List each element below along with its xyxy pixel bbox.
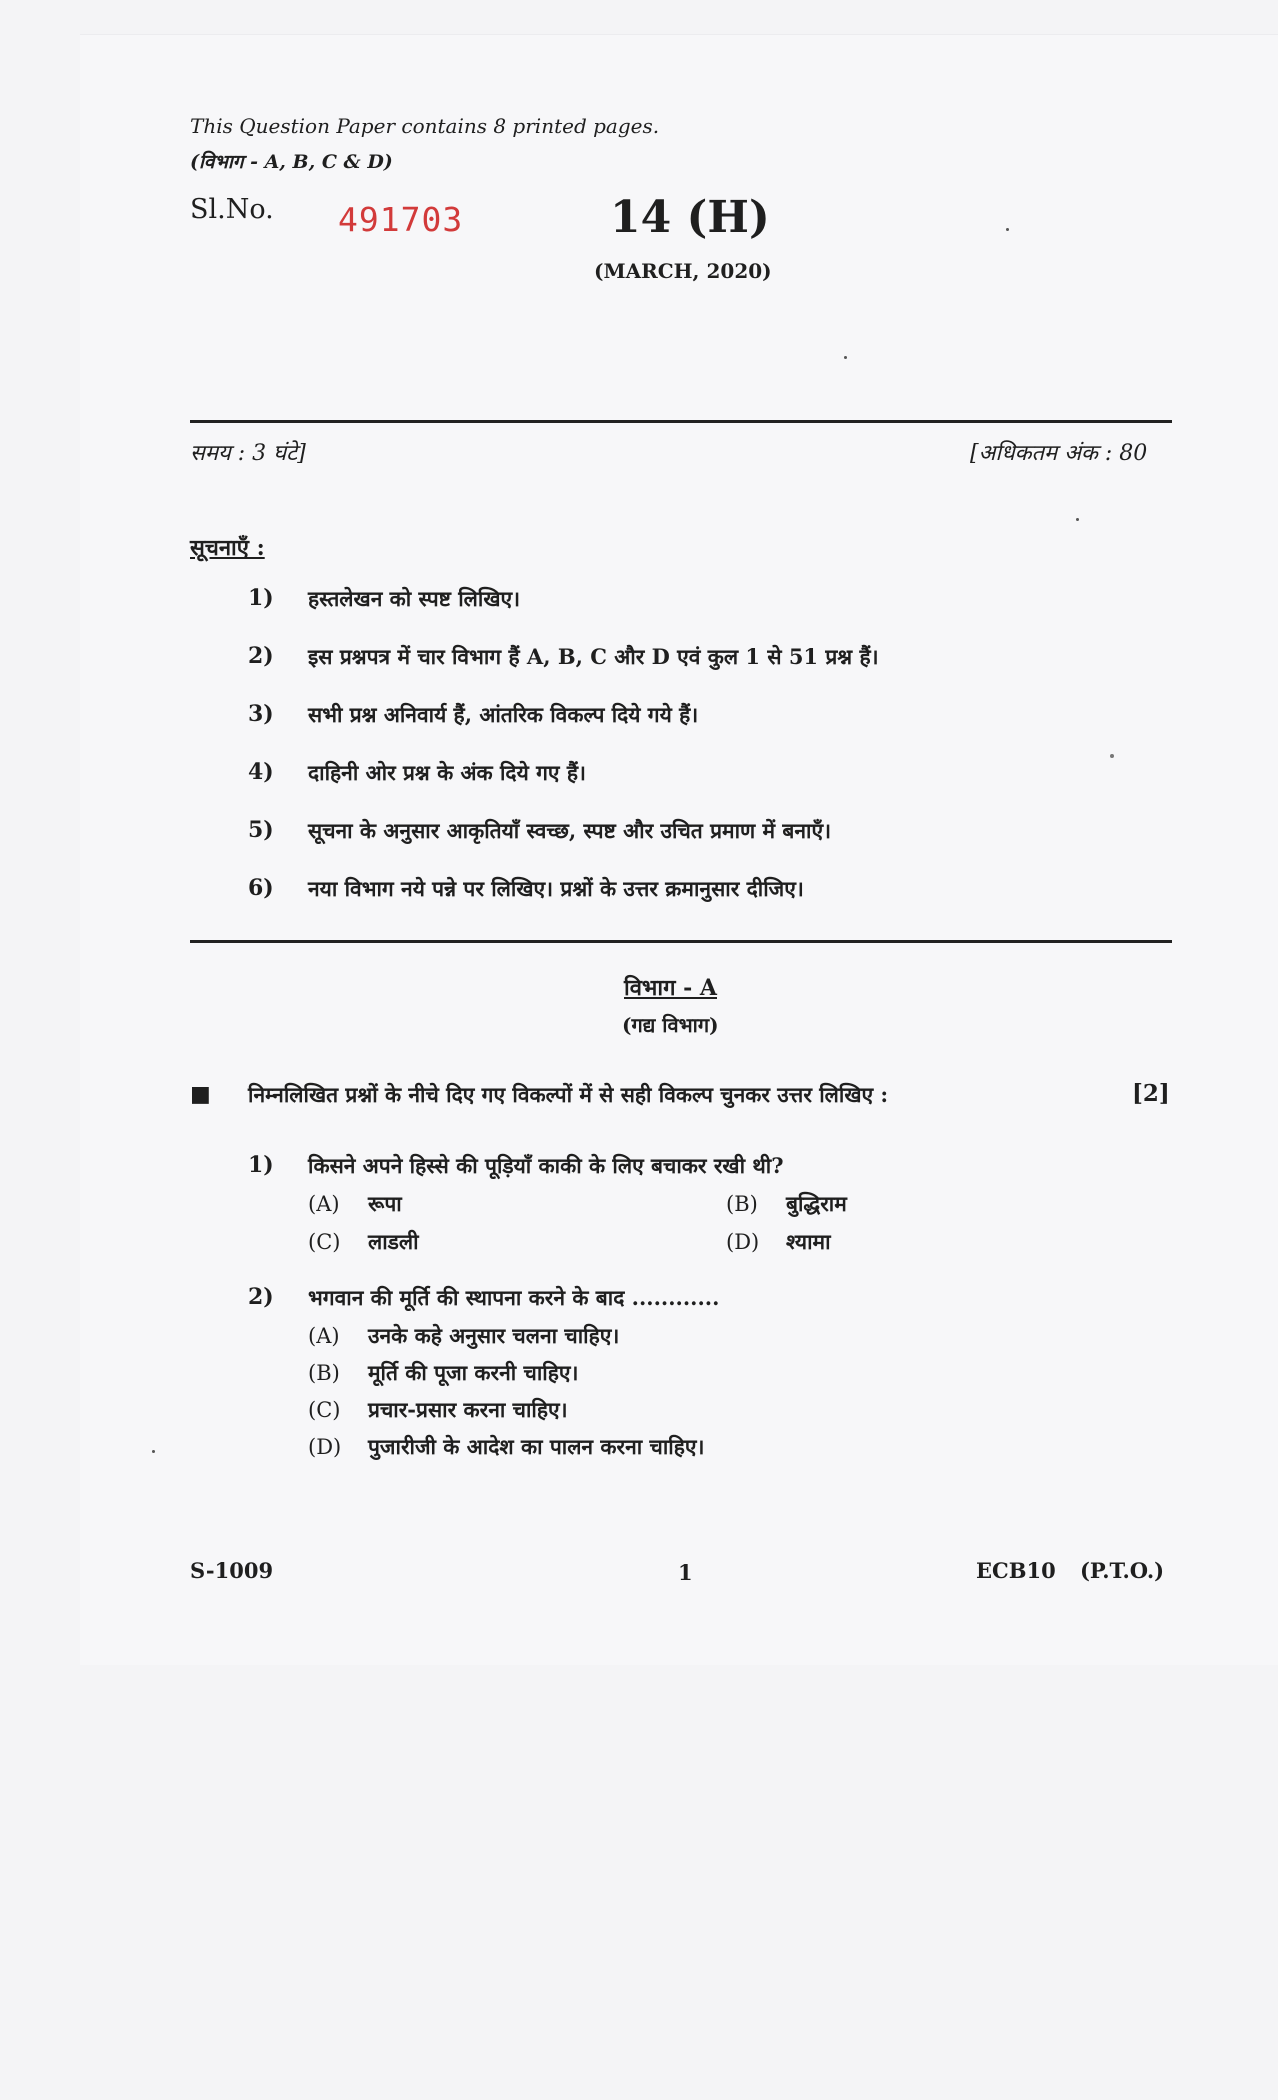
option-label: (A) [308,1324,340,1348]
instruction-number: 4) [248,759,274,785]
paper-code: 14 (H) [610,192,770,243]
pages-note: This Question Paper contains 8 printed pages. [190,114,660,138]
instruction-number: 3) [248,701,274,727]
question-instruction: निम्नलिखित प्रश्नों के नीचे दिए गए विकल्पों में से सही विकल्प चुनकर उत्तर लिखिए : [248,1082,889,1107]
page-number: 1 [678,1560,693,1585]
instructions-rule [190,940,1172,943]
option-a [308,1322,619,1350]
option-label: (C) [308,1398,341,1422]
scan-speck [1110,754,1114,758]
instruction-text: सूचना के अनुसार आकृतियाँ स्वच्छ, स्पष्ट और उचित प्रमाण में बनाएँ। [308,818,832,843]
pto-note: (P.T.O.) [1080,1558,1165,1583]
sections-note: (विभाग - A, B, C & D) [190,151,393,173]
option-label: (D) [308,1435,342,1459]
option-text: उनके कहे अनुसार चलना चाहिए। [368,1323,620,1348]
option-text: बुद्धिराम [786,1191,847,1216]
header-rule [190,420,1172,423]
question-marks: [2] [1132,1080,1170,1107]
option-d [308,1433,704,1461]
scan-speck [1076,518,1079,521]
question-bullet: ■ [190,1082,211,1107]
footer-right-code: ECB10 [976,1558,1056,1583]
option-text: रूपा [368,1191,402,1216]
option-c [308,1228,419,1256]
option-label: (B) [726,1192,758,1216]
instruction-number: 2) [248,643,274,669]
option-label: (D) [726,1230,760,1254]
scan-speck [1006,228,1009,231]
option-text: पुजारीजी के आदेश का पालन करना चाहिए। [368,1434,705,1459]
scan-speck [844,356,847,359]
instruction-text: इस प्रश्नपत्र में चार विभाग हैं A, B, C और D एवं कुल 1 से 51 प्रश्न हैं। [308,644,879,669]
exam-date: (MARCH, 2020) [594,259,772,283]
option-a [308,1190,402,1218]
option-b [308,1359,578,1387]
question-text: भगवान की मूर्ति की स्थापना करने के बाद ............ [308,1285,720,1310]
option-text: लाडली [368,1229,419,1254]
option-label: (C) [308,1230,341,1254]
question-number: 1) [248,1152,274,1178]
option-text: श्यामा [786,1229,831,1254]
option-text: प्रचार-प्रसार करना चाहिए। [368,1397,568,1422]
footer-left-code: S-1009 [190,1558,274,1583]
question-text: किसने अपने हिस्से की पूड़ियाँ काकी के लिए बचाकर रखी थी? [308,1153,784,1178]
option-d [726,1228,831,1256]
section-subtitle: (गद्य विभाग) [622,1013,719,1037]
instruction-number: 6) [248,875,274,901]
sl-label: Sl.No. [190,194,274,225]
option-label: (A) [308,1192,340,1216]
instruction-text: दाहिनी ओर प्रश्न के अंक दिये गए हैं। [308,760,586,785]
section-title: विभाग - A [624,975,717,1001]
option-text: मूर्ति की पूजा करनी चाहिए। [368,1360,579,1385]
option-label: (B) [308,1361,340,1385]
instruction-text: हस्तलेखन को स्पष्ट लिखिए। [308,586,521,611]
serial-number: 491703 [338,200,464,239]
instruction-number: 1) [248,585,274,611]
instruction-text: नया विभाग नये पन्ने पर लिखिए। प्रश्नों के उत्तर क्रमानुसार दीजिए। [308,876,804,901]
time-allowed: समय : 3 घंटे] [190,441,306,466]
instructions-heading: सूचनाएँ : [190,535,265,561]
instruction-number: 5) [248,817,274,843]
option-c [308,1396,568,1424]
option-b [726,1190,847,1218]
scan-speck [152,1450,155,1453]
question-number: 2) [248,1284,274,1310]
maximum-marks: [अधिकतम अंक : 80 [970,441,1148,466]
instruction-text: सभी प्रश्न अनिवार्य हैं, आंतरिक विकल्प दिये गये हैं। [308,702,699,727]
